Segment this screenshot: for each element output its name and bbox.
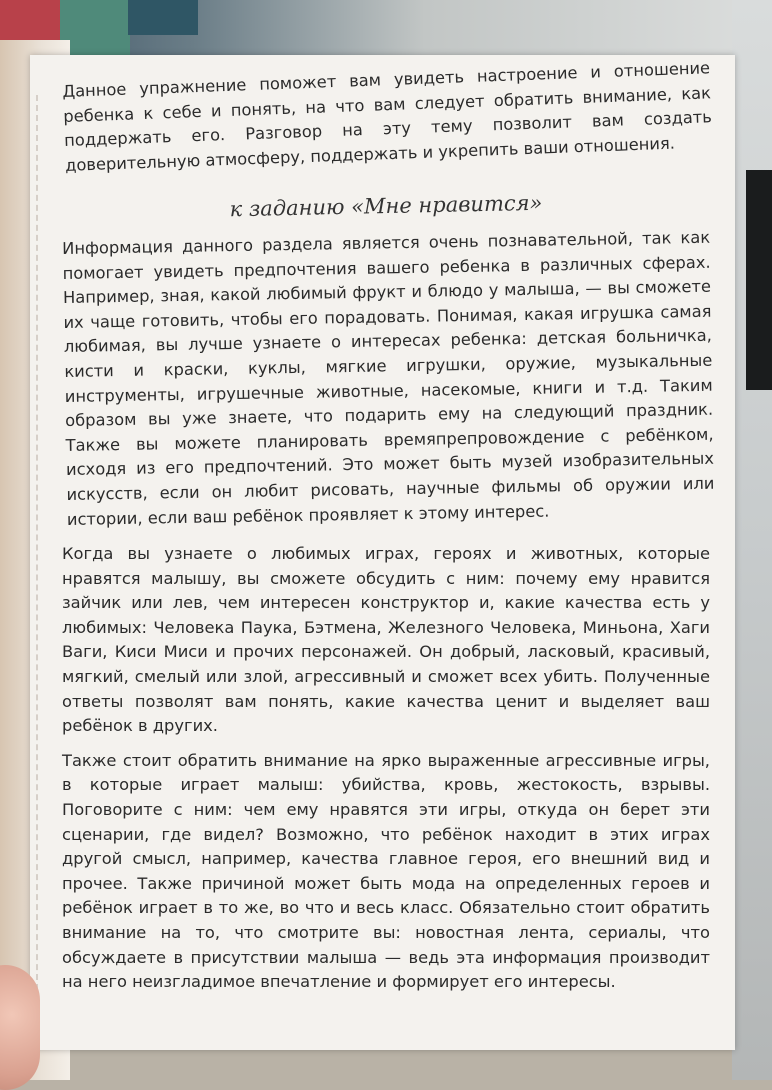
section-heading: к заданию «Мне нравится» <box>229 191 543 222</box>
book-page <box>30 55 735 1050</box>
page-content <box>62 58 715 1001</box>
body-paragraph: Когда вы узнаете о любимых играх, героях и животных, которые нравятся малышу, вы сможете обсудить с ним: почему ему нравится зайчик или лев, чем интересен конструктор и, какие качества есть у любимых: Человека Паука, Бэтмена, Железного Человека, Миньона, Хаги Ваги, Киси Миси и прочих персонажей. Он добрый, ласковый, красивый, мягкий, смелый или злой, агрессивный и сможет всех убить. Полученные ответы позволят вам понять, какие качества ценит и выделяет ваш ребёнок в других. <box>62 544 710 736</box>
intro-paragraph: Данное упражнение поможет вам увидеть настроение и отношение ребенка к себе и понять, на что вам следует обратить внимание, как поддержать его. Разговор на эту тему позволит вам создать доверительную атмосферу, поддержать и укрепить ваши отношения. <box>62 58 713 175</box>
background-book <box>128 0 198 35</box>
background-object <box>746 170 772 390</box>
body-paragraph: Также стоит обратить внимание на ярко выраженные агрессивные игры, в которые играет малыш: убийства, кровь, жестокость, взрывы. Поговорите с ним: чем ему нравятся эти игры, откуда он берет эти сценарии, где видел? Возможно, что ребёнок находит в этих играх другой смысл, например, качества главное героя, его внешний вид и прочее. Также причиной может быть мода на определенных героев и ребёнок играет в то же, во что и весь класс. Обязательно стоит обратить внимание на то, что смотрите вы: новостная лента, сериалы, что обсуждаете в присутствии малыша — ведь эта информация производит на него неизгладимое впечатление и формирует его интересы. <box>62 750 710 992</box>
finger <box>0 965 40 1090</box>
background-book <box>60 0 130 60</box>
background-strip <box>732 0 772 1080</box>
body-paragraph: Информация данного раздела является очень познавательной, так как помогает увидеть предпочтения вашего ребенка в различных сферах. Например, зная, какой любимый фрукт и блюдо у малыша, — вы сможете их чаще готовить, чтобы его порадовать. Понимая, какая игрушка самая любимая, вы лучше узнаете о интересах ребенка: детская больничка, кисти и краски, куклы, мягкие игрушки, оружие, музыкальные инструменты, игрушечные животные, насекомые, книги и т.д. Таким образом вы уже знаете, что подарить ему на следующий праздник. Также вы можете планировать времяпрепровождение с ребёнком, исходя из его предпочтений. Это может быть музей изобразительных искусств, если он любит рисовать, научные фильмы об оружии или истории, если ваш ребёнок проявляет к этому интерес. <box>62 227 715 529</box>
